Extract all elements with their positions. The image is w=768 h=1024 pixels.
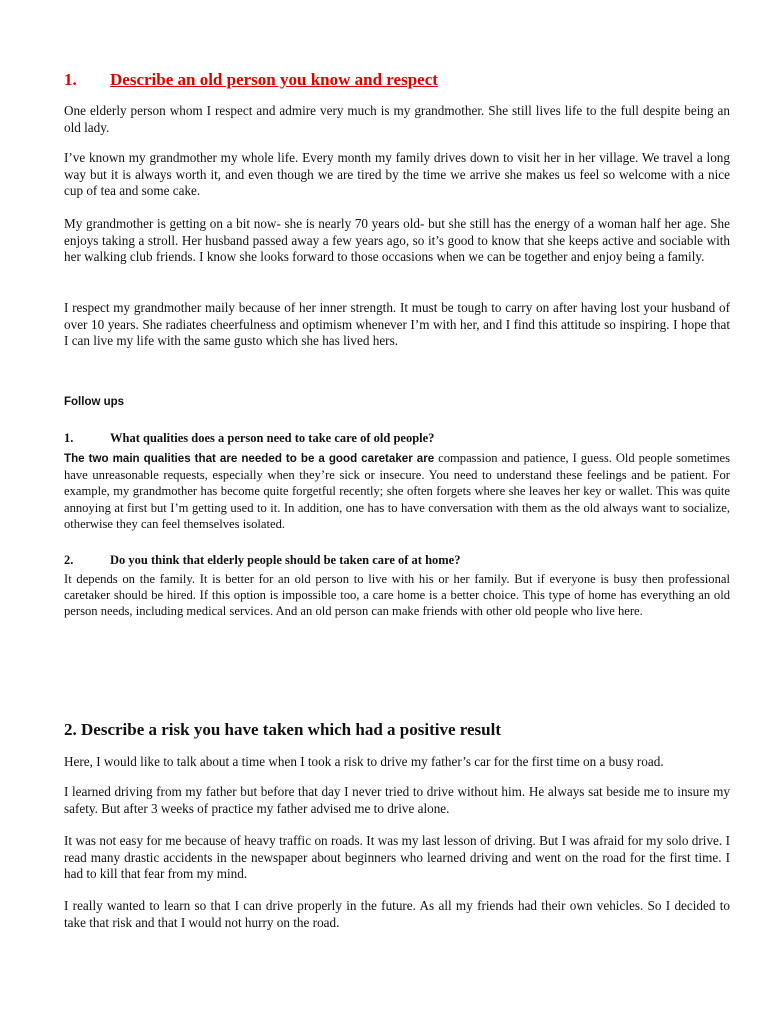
followups-heading: Follow ups xyxy=(64,396,125,408)
followup-question-1-text: What qualities does a person need to take care of old people? xyxy=(110,431,435,445)
section1-heading xyxy=(64,70,438,90)
section2-paragraph-3: It was not easy for me because of heavy traffic on roads. It was my last lesson of driving. But I was afraid for my solo drive. I read many drastic accidents in the newspaper about beginners who learned driving and went on the road for the first time. I had to kill that fear from my mind. xyxy=(64,833,730,882)
section1-number: 1. xyxy=(64,70,77,89)
section1-paragraph-2: I’ve known my grandmother my whole life. Every month my family drives down to visit her in her village. We travel a long way but it is always worth it, and even though we are tired by the time we arrive she makes us feel so welcome with a nice cup of tea and some cake. xyxy=(64,150,730,199)
followup-question-2 xyxy=(64,553,460,568)
followup-question-2-number: 2. xyxy=(64,553,74,567)
followup-answer-2: It depends on the family. It is better for an old person to live with his or her family. But if everyone is busy then professional caretaker should be hired. If this option is impossible too, a care home is a better choice. This type of home has everything an old person needs, including medical services. And an old person can make friends with other old people who live here. xyxy=(64,572,730,619)
followup-question-2-text: Do you think that elderly people should be taken care of at home? xyxy=(110,553,461,567)
section1-paragraph-1: One elderly person whom I respect and admire very much is my grandmother. She still lives life to the full despite being an old lady. xyxy=(64,103,730,135)
section1-paragraph-4: I respect my grandmother maily because of her inner strength. It must be tough to carry on after having lost your husband of over 10 years. She radiates cheerfulness and optimism whenever I’m with her, and I find this attitude so inspiring. I hope that I can live my life with the same gusto which she has lived hers. xyxy=(64,300,730,349)
section2-heading: 2. Describe a risk you have taken which had a positive result xyxy=(64,720,501,739)
followup-answer-1 xyxy=(64,450,730,532)
followup-question-1-number: 1. xyxy=(64,431,74,445)
section2-paragraph-2: I learned driving from my father but before that day I never tried to drive without him. He always sat beside me to insure my safety. But after 3 weeks of practice my father advised me to drive alone. xyxy=(64,784,730,816)
followup-answer-1-text: compassion and patience, I guess. Old people sometimes have unreasonable requests, especially when they’re sick or insecure. You need to understand these feelings and be patient. For example, my grandmother has become quite forgetful recently; she often forgets where she leaves her key or wallet. This was quite annoying at first but I’m getting used to it. In addition, one has to have conversation with them as the old always want to socialize, otherwise they can feel themselves isolated. xyxy=(64,451,731,531)
section2-paragraph-4: I really wanted to learn so that I can drive properly in the future. As all my friends had their own vehicles. So I decided to take that risk and that I would not hurry on the road. xyxy=(64,898,730,930)
followup-answer-1-lead: The two main qualities that are needed to be a good caretaker are xyxy=(64,452,435,465)
section1-paragraph-3: My grandmother is getting on a bit now- she is nearly 70 years old- but she still has the energy of a woman half her age. She enjoys taking a stroll. Her husband passed away a few years ago, so it’s good to know that she keeps active and sociable with her walking club friends. I know she looks forward to those occasions when we can be together and enjoy being a family. xyxy=(64,216,730,265)
followup-question-1 xyxy=(64,431,434,446)
section2-paragraph-1: Here, I would like to talk about a time when I took a risk to drive my father’s car for the first time on a busy road. xyxy=(64,754,664,769)
section1-title: Describe an old person you know and respect xyxy=(110,70,438,89)
